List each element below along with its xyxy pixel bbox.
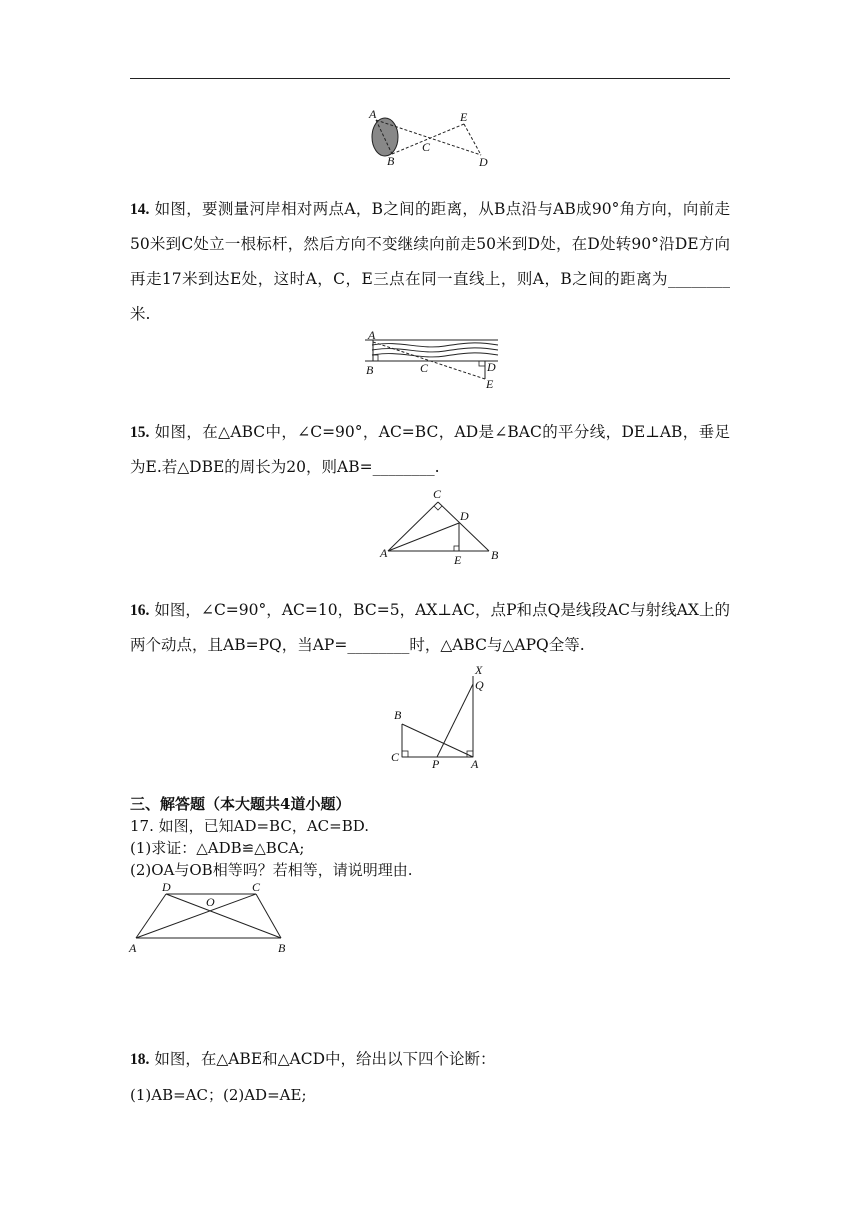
figure-q15 (375, 485, 510, 565)
label-C: C (422, 140, 431, 154)
figure-q14 (360, 330, 505, 392)
label-A: A (129, 941, 137, 955)
question-text: 如图，在△ABC中，∠C=90°，AC=BC，AD是∠BAC的平分线，DE⊥AB，垂足为E.若△DBE的周长为20，则AB=________. (130, 423, 730, 476)
label-B: B (387, 154, 395, 168)
question-text: 如图，∠C=90°，AC=10，BC=5，AX⊥AC，点P和点Q是线段AC与射线AX上的两个动点，且AB=PQ，当AP=________时，△ABC与△APQ全等. (130, 601, 730, 654)
question-17-line-3: (2)OA与OB相等吗？若相等，请说明理由. (130, 861, 413, 879)
label-B: B (278, 941, 286, 955)
label-O: O (206, 895, 215, 909)
question-17-line-1: 17. 如图，已知AD=BC，AC=BD. (130, 817, 369, 835)
question-number: 14. (130, 201, 150, 218)
label-A: A (471, 757, 479, 771)
question-17-line-2: (1)求证：△ADB≌△BCA; (130, 839, 305, 857)
label-C: C (391, 750, 400, 764)
label-C: C (252, 880, 261, 894)
label-E: E (486, 377, 494, 391)
label-A: A (369, 107, 377, 121)
section-heading: 三、解答题（本大题共4道小题） (130, 795, 351, 813)
label-P: P (432, 757, 440, 771)
label-C: C (433, 487, 442, 501)
question-text: 如图，要测量河岸相对两点A，B之间的距离，从B点沿与AB成90°角方向，向前走50米到C处立一根标杆，然后方向不变继续向前走50米到D处，在D处转90°沿DE方向再走17米到达E处，这时A，C，E三点在同一直线上，则A，B之间的距离为________米. (130, 200, 730, 323)
question-text: 如图，在△ABE和△ACD中，给出以下四个论断： (154, 1050, 496, 1068)
label-C: C (420, 361, 429, 375)
question-14 (130, 192, 730, 332)
label-E: E (454, 553, 462, 567)
figure-q17 (126, 878, 296, 958)
question-number: 16. (130, 602, 150, 619)
question-number: 15. (130, 424, 150, 441)
question-18-line-2: (1)AB=AC；(2)AD=AE; (130, 1086, 307, 1104)
label-Q: Q (475, 678, 484, 692)
question-15 (130, 415, 730, 485)
figure-q16 (385, 662, 495, 770)
label-A: A (368, 328, 376, 342)
label-D: D (487, 360, 496, 374)
question-16 (130, 593, 730, 663)
label-D: D (460, 509, 469, 523)
question-18 (130, 1042, 730, 1077)
label-B: B (491, 548, 499, 562)
label-D: D (162, 880, 171, 894)
question-number: 18. (130, 1051, 150, 1068)
label-B: B (394, 708, 402, 722)
label-D: D (479, 155, 488, 169)
label-X: X (475, 663, 483, 677)
label-E: E (460, 110, 468, 124)
label-A: A (380, 546, 388, 560)
header-rule (130, 78, 730, 79)
figure-q13 (360, 108, 500, 173)
label-B: B (366, 363, 374, 377)
